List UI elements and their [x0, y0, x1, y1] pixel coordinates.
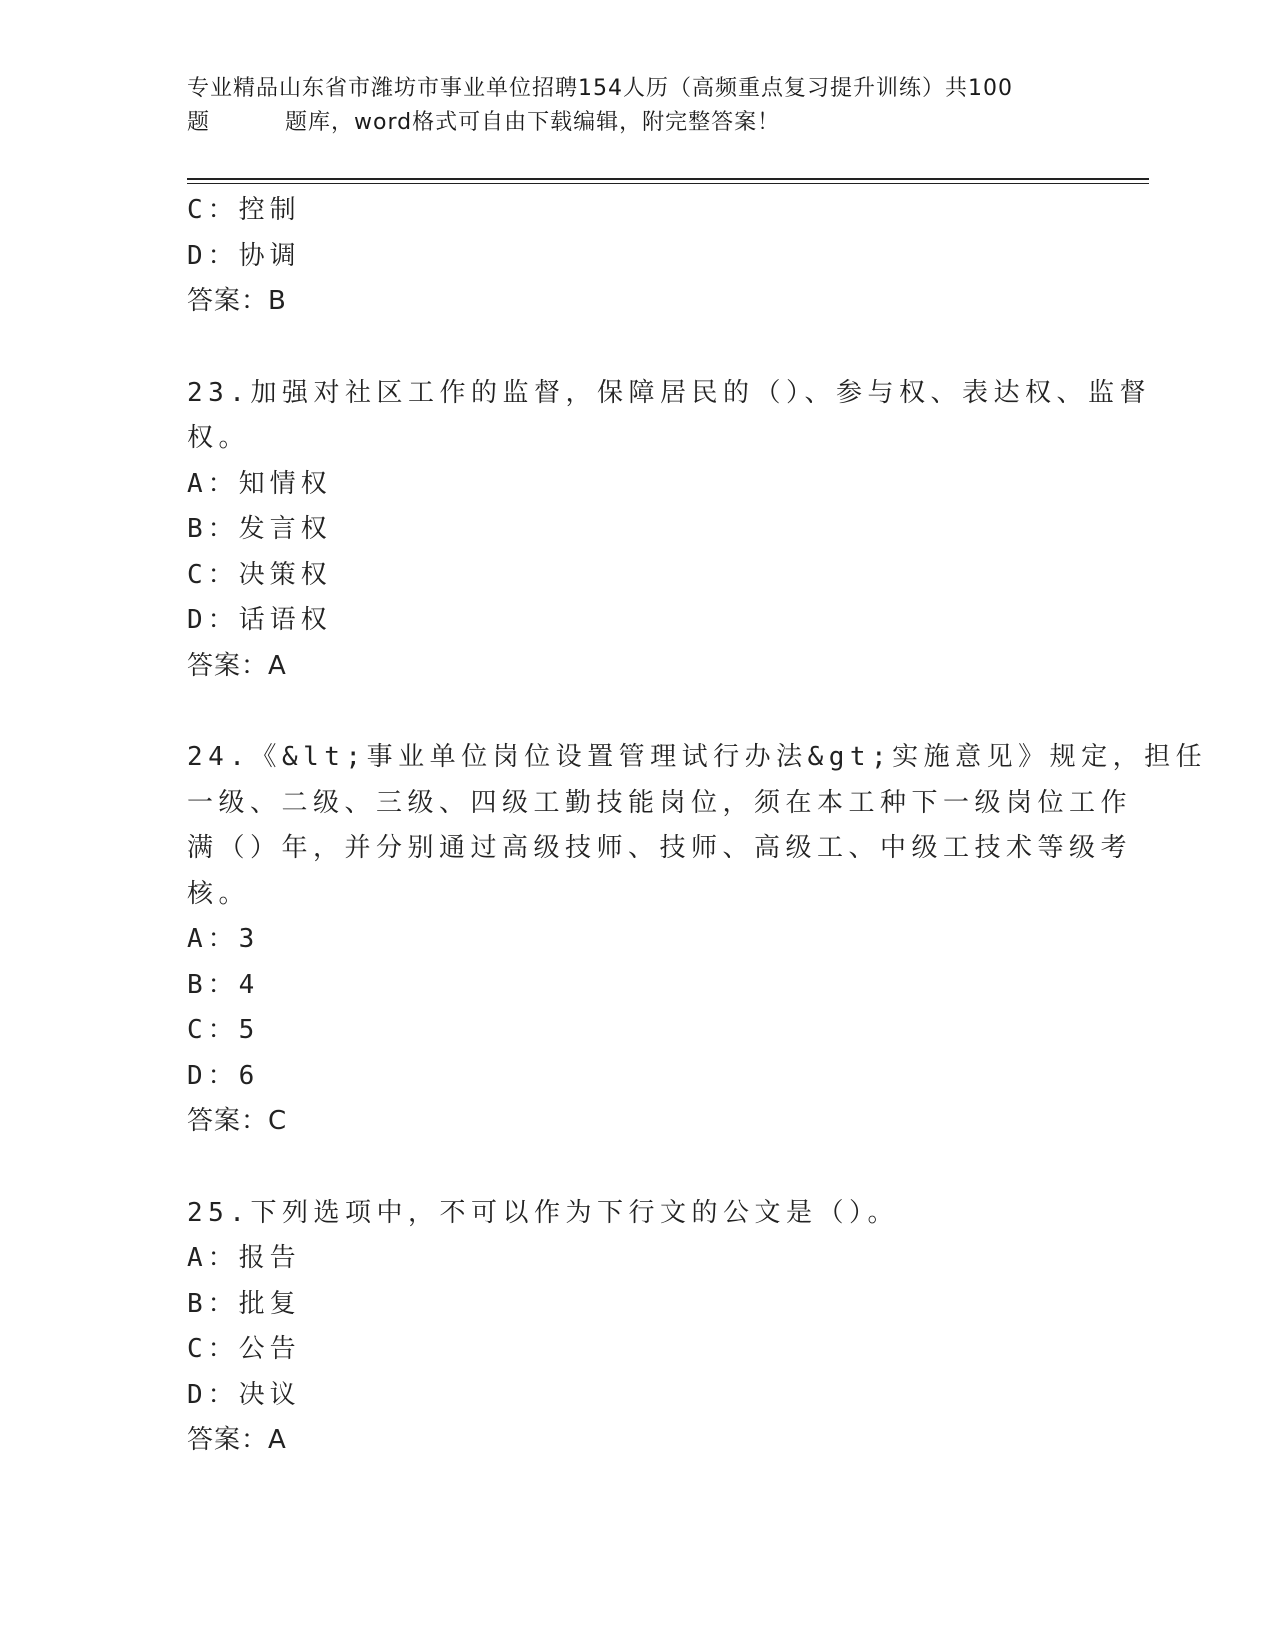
question-stem [187, 1191, 1087, 1237]
page-header [187, 72, 1087, 140]
header-title-line-1: 专业精品山东省市潍坊市事业单位招聘154人历（高频重点复习提升训练）共100 [187, 76, 1013, 101]
spacer [187, 689, 1087, 735]
answer: 答案：A [187, 1425, 287, 1455]
answer: 答案：C [187, 1106, 288, 1136]
header-title-line-2-head: 题 [187, 110, 211, 135]
stem-line: 满（）年，并分别通过高级技师、技师、高级工、中级工技术等级考 [187, 833, 1133, 863]
option-d: D：决议 [187, 1379, 301, 1410]
option-b: B：批复 [187, 1288, 301, 1319]
stem-line: 23.加强对社区工作的监督，保障居民的（）、参与权、表达权、监督 [187, 377, 1151, 408]
option-a: A：知情权 [187, 468, 332, 499]
option-c: C：决策权 [187, 559, 332, 590]
question-content [187, 188, 1208, 1464]
answer: 答案：B [187, 286, 287, 316]
previous-question-tail [187, 188, 1087, 325]
option-b: B：发言权 [187, 514, 332, 544]
stem-line: 25.下列选项中，不可以作为下行文的公文是（）。 [187, 1197, 899, 1228]
stem-line: 24.《&lt;事业单位岗位设置管理试行办法&gt;实施意见》规定，担任 [187, 742, 1208, 772]
stem-line: 一级、二级、三级、四级工勤技能岗位，须在本工种下一级岗位工作 [187, 787, 1133, 818]
stem-line: 权。 [187, 423, 251, 453]
option-b: B：4 [187, 969, 260, 1000]
stem-line: 核。 [187, 878, 251, 909]
header-title-line-2-tail: 题库，word格式可自由下载编辑，附完整答案！ [285, 110, 781, 135]
question-stem [187, 735, 1208, 917]
option-a: A：3 [187, 924, 260, 954]
option-d: D：6 [187, 1060, 260, 1091]
question-25 [187, 1191, 1087, 1464]
header-divider [187, 178, 1149, 184]
spacer [187, 325, 1087, 371]
question-24 [187, 735, 1208, 1145]
spacer [187, 1145, 1087, 1191]
option: D：协调 [187, 240, 301, 271]
question-23 [187, 371, 1151, 690]
option-c: C：5 [187, 1015, 260, 1045]
option-c: C：公告 [187, 1334, 301, 1364]
option-d: D：话语权 [187, 605, 332, 635]
header-title-line-2 [187, 106, 1087, 140]
option-a: A：报告 [187, 1243, 301, 1273]
option: C：控制 [187, 195, 301, 225]
answer: 答案：A [187, 650, 287, 681]
question-stem [187, 371, 1151, 462]
